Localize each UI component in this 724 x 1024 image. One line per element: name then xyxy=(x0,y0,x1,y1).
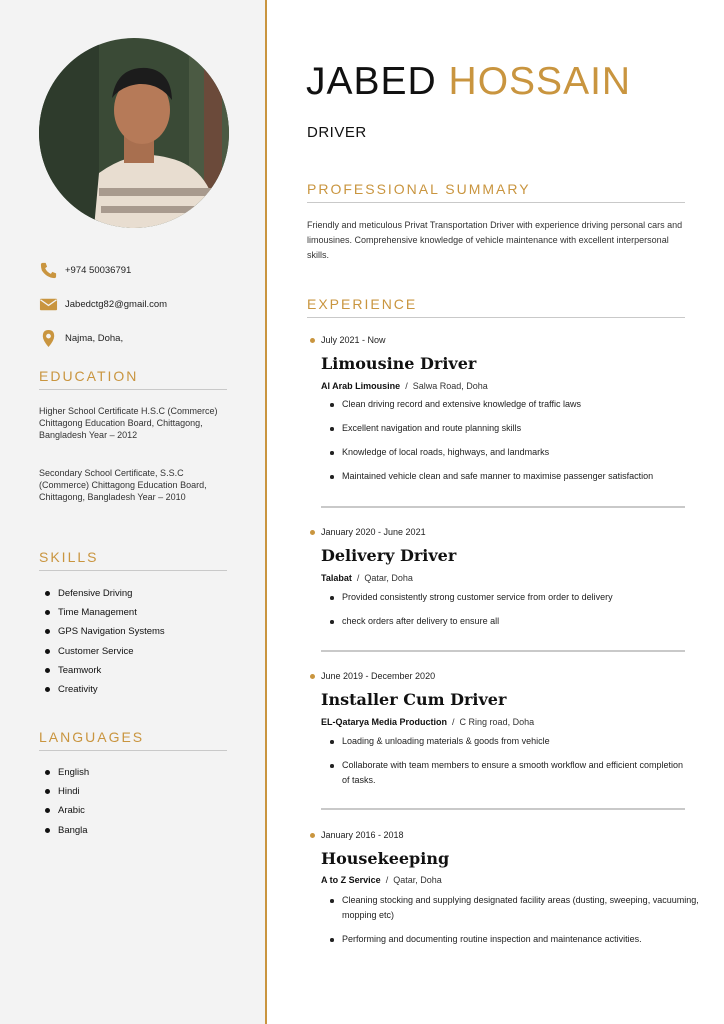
job-duties xyxy=(330,397,700,493)
duty-item: check orders after delivery to ensure all xyxy=(330,614,700,629)
email-icon xyxy=(39,295,58,314)
job-date: June 2019 - December 2020 xyxy=(310,671,435,681)
duty-item: Collaborate with team members to ensure a smooth workflow and efficient completion of tasks. xyxy=(330,758,685,788)
skill-item: Creativity xyxy=(45,684,165,703)
skill-item: Customer Service xyxy=(45,646,165,665)
sidebar xyxy=(0,0,267,1024)
duty-item: Knowledge of local roads, highways, and landmarks xyxy=(330,445,700,460)
job-company: A to Z Service / Qatar, Doha xyxy=(321,875,442,885)
job-date: January 2016 - 2018 xyxy=(310,830,404,840)
duty-item: Performing and documenting routine inspection and maintenance activities. xyxy=(330,932,700,947)
job-title: Delivery Driver xyxy=(321,546,457,565)
job-duties xyxy=(330,590,700,638)
job-title: Housekeeping xyxy=(321,849,450,868)
contact-email[interactable] xyxy=(39,295,167,314)
phone-number: +974 50036791 xyxy=(65,265,132,276)
summary-text: Friendly and meticulous Privat Transportation Driver with experience driving personal cars and limousines. Comprehensive knowledge of vehicle maintenance with excellent interpersonal skills. xyxy=(307,220,683,260)
skill-item: Defensive Driving xyxy=(45,588,165,607)
date-dot xyxy=(310,338,315,343)
last-name: HOSSAIN xyxy=(448,60,632,103)
education-item-hsc: Higher School Certificate H.S.C (Commerce) Chittagong Education Board, Chittagong, Bangladesh Year – 2012 xyxy=(39,406,218,440)
date-dot xyxy=(310,833,315,838)
language-item: Hindi xyxy=(45,786,89,805)
contact-phone[interactable] xyxy=(39,261,131,280)
languages-heading: LANGUAGES xyxy=(39,729,227,751)
job-duties xyxy=(330,893,700,956)
duty-item: Excellent navigation and route planning skills xyxy=(330,421,700,436)
skills-list xyxy=(45,588,165,703)
first-name: JABED xyxy=(306,60,437,103)
job-date: January 2020 - June 2021 xyxy=(310,527,426,537)
skill-item: Teamwork xyxy=(45,665,165,684)
location-pin-icon xyxy=(39,329,58,348)
date-dot xyxy=(310,530,315,535)
job-title: Installer Cum Driver xyxy=(321,690,507,709)
duty-item: Clean driving record and extensive knowledge of traffic laws xyxy=(330,397,700,412)
experience-heading: EXPERIENCE xyxy=(307,296,685,318)
skill-item: GPS Navigation Systems xyxy=(45,626,165,645)
education-heading: EDUCATION xyxy=(39,368,227,390)
address-text: Najma, Doha, xyxy=(65,333,124,344)
section-divider xyxy=(321,650,685,652)
date-dot xyxy=(310,674,315,679)
section-divider xyxy=(321,506,685,508)
section-divider xyxy=(321,808,685,810)
phone-icon xyxy=(39,261,58,280)
duty-item: Provided consistently strong customer service from order to delivery xyxy=(330,590,700,605)
duty-item: Loading & unloading materials & goods from vehicle xyxy=(330,734,700,749)
candidate-name xyxy=(306,60,631,104)
job-company: Al Arab Limousine / Salwa Road, Doha xyxy=(321,381,488,391)
skills-heading: SKILLS xyxy=(39,549,227,571)
job-company: Talabat / Qatar, Doha xyxy=(321,573,413,583)
education-item-ssc: Secondary School Certificate, S.S.C (Commerce) Chittagong Education Board, Chittagong, Bangladesh Year – 2010 xyxy=(39,468,207,502)
skill-item: Time Management xyxy=(45,607,165,626)
job-role: DRIVER xyxy=(307,124,367,141)
job-company: EL-Qatarya Media Production / C Ring road, Doha xyxy=(321,717,535,727)
profile-photo xyxy=(39,38,229,228)
language-item: Bangla xyxy=(45,825,89,844)
languages-list xyxy=(45,767,89,844)
job-title: Limousine Driver xyxy=(321,354,477,373)
language-item: English xyxy=(45,767,89,786)
duty-item: Maintained vehicle clean and safe manner to maximise passenger satisfaction xyxy=(330,469,700,484)
summary-heading: PROFESSIONAL SUMMARY xyxy=(307,181,685,203)
job-date: July 2021 - Now xyxy=(310,335,386,345)
contact-address xyxy=(39,329,123,348)
language-item: Arabic xyxy=(45,805,89,824)
duty-item: Cleaning stocking and supplying designated facility areas (dusting, sweeping, vacuuming, mopping etc) xyxy=(330,893,700,923)
job-duties xyxy=(330,734,700,797)
email-address: Jabedctg82@gmail.com xyxy=(65,299,168,310)
